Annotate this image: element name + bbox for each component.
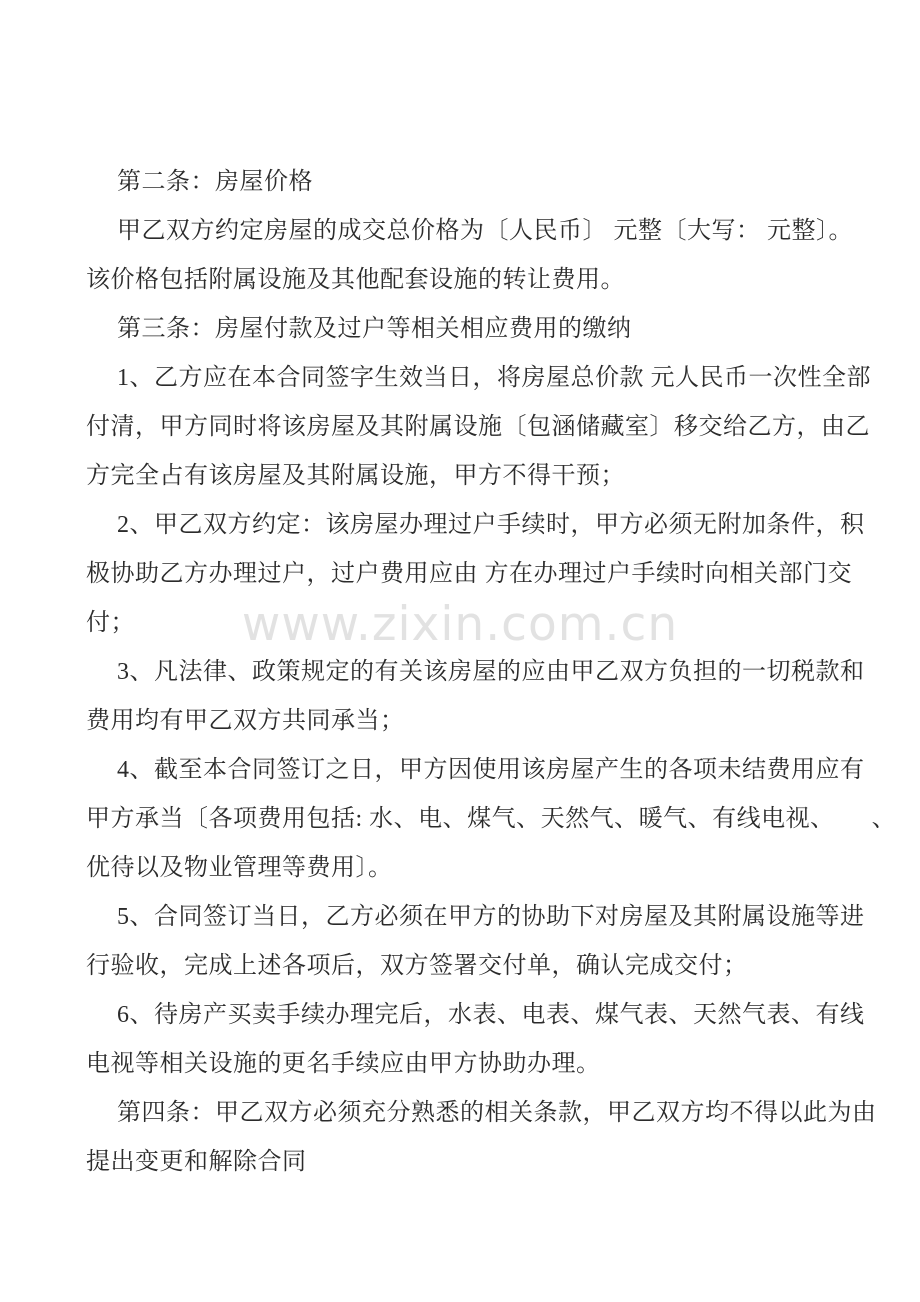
contract-line: 付； xyxy=(86,610,135,636)
contract-line: 甲乙双方约定房屋的成交总价格为〔人民币〕 元整〔大写： 元整〕。 xyxy=(117,218,853,244)
contract-line: 优待以及物业管理等费用〕。 xyxy=(86,855,393,881)
contract-line: 方完全占有该房屋及其附属设施，甲方不得干预； xyxy=(86,463,625,489)
site-watermark: www.zixin.com.cn xyxy=(241,597,679,652)
contract-text-body xyxy=(86,158,897,1187)
contract-line: 行验收，完成上述各项后，双方签署交付单，确认完成交付； xyxy=(86,953,748,979)
contract-line: 4、截至本合同签订之日，甲方因使用该房屋产生的各项未结费用应有 xyxy=(117,757,865,783)
contract-line: 极协助乙方办理过户，过户费用应由 方在办理过户手续时向相关部门交 xyxy=(86,561,852,587)
contract-line: 第四条：甲乙双方必须充分熟悉的相关条款，甲乙双方均不得以此为由 xyxy=(117,1100,877,1126)
contract-line: 第三条：房屋付款及过户等相关相应费用的缴纳 xyxy=(117,316,632,342)
contract-line: 3、凡法律、政策规定的有关该房屋的应由甲乙双方负担的一切税款和 xyxy=(117,659,865,685)
contract-line: 5、合同签订当日，乙方必须在甲方的协助下对房屋及其附属设施等进 xyxy=(117,904,865,930)
contract-line: 1、乙方应在本合同签字生效当日，将房屋总价款 元人民币一次性全部 xyxy=(117,365,871,391)
contract-line: 费用均有甲乙双方共同承当； xyxy=(86,708,405,734)
contract-line: 提出变更和解除合同 xyxy=(86,1149,307,1175)
contract-line: 第二条：房屋价格 xyxy=(117,169,313,195)
contract-line: 6、待房产买卖手续办理完后，水表、电表、煤气表、天然气表、有线 xyxy=(117,1002,865,1028)
contract-line: 甲方承当〔各项费用包括: 水、电、煤气、天然气、暖气、有线电视、 、 xyxy=(86,806,897,832)
contract-line: 2、甲乙双方约定：该房屋办理过户手续时，甲方必须无附加条件，积 xyxy=(117,512,865,538)
contract-line: 付清，甲方同时将该房屋及其附属设施〔包涵储藏室〕移交给乙方，由乙 xyxy=(86,414,870,440)
contract-line: 该价格包括附属设施及其他配套设施的转让费用。 xyxy=(86,267,625,293)
contract-line: 电视等相关设施的更名手续应由甲方协助办理。 xyxy=(86,1051,601,1077)
